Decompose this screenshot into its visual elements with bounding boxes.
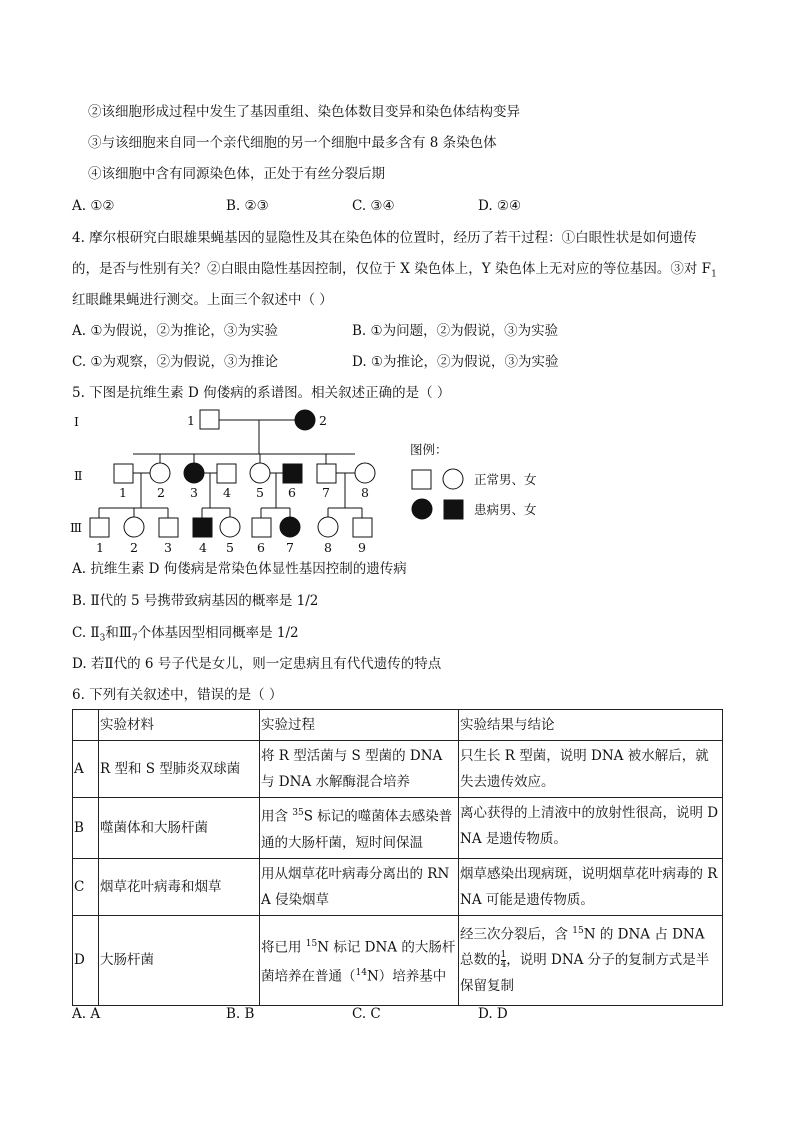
legend-affected-label: 患病男、女 (474, 502, 537, 517)
gen-label-2: Ⅱ (74, 468, 83, 483)
q3-item-4: ④该细胞中含有同源染色体，正处于有丝分裂后期 (88, 166, 385, 182)
q3-option-c: C. ③④ (352, 198, 395, 214)
q4-option-a: A. ①为假说，②为推论，③为实验 (72, 323, 278, 339)
table-row: D 大肠杆菌 将已用 $^{15}$N 标记 DNA 的大肠杆菌培养在普通（$^{14}$N）培养基中 经三次分裂后，含 $^{15}$N 的 DNA 占 DNA 总数的 $\frac{1}{4}$ ，说明 DNA 分子的复制方式是半保留复制 (73, 915, 723, 1005)
svg-text:3: 3 (190, 485, 198, 500)
q6-option-c: C. C (352, 1006, 381, 1022)
table-header-row (73, 710, 723, 741)
legend-title: 图例： (410, 442, 448, 457)
svg-text:4: 4 (223, 485, 231, 500)
header-process: 实验过程 (260, 710, 459, 741)
legend-normal-label: 正常男、女 (474, 472, 537, 487)
svg-text:5: 5 (256, 485, 264, 500)
svg-text:7: 7 (286, 540, 294, 555)
q4-stem-line2: 的，是否与性别有关？②白眼由隐性基因控制，仅位于 X 染色体上，Y 染色体上无对应的等位基因。③对 $F_1$ (72, 261, 717, 280)
q4-option-b: B. ①为问题，②为假说，③为实验 (352, 323, 559, 339)
svg-text:5: 5 (226, 540, 234, 555)
table-row: A R 型和 S 型肺炎双球菌 将 R 型活菌与 S 型菌的 DNA 与 DNA 水解酶混合培养 只生长 R 型菌，说明 DNA 被水解后，就失去遗传效应。 (73, 741, 723, 798)
svg-text:6: 6 (288, 485, 296, 500)
svg-text:2: 2 (130, 540, 138, 555)
q5-stem: 5. 下图是抗维生素 D 佝偻病的系谱图。相关叙述正确的是（ ） (72, 385, 451, 401)
header-material: 实验材料 (99, 710, 260, 741)
q4-option-c: C. ①为观察，②为假说，③为推论 (72, 354, 279, 370)
q5-option-b: B. Ⅱ代的 5 号携带致病基因的概率是 1/2 (72, 593, 319, 609)
svg-text:8: 8 (361, 485, 369, 500)
q4-option-d: D. ①为推论，②为假说，③为实验 (352, 354, 559, 370)
q5-option-a: A. 抗维生素 D 佝偻病是常染色体显性基因控制的遗传病 (72, 561, 407, 577)
pedigree-I2-affected-female (295, 410, 315, 430)
svg-text:2: 2 (319, 413, 327, 428)
q6-option-d: D. D (478, 1006, 508, 1022)
svg-text:7: 7 (322, 485, 330, 500)
q3-item-3: ③与该细胞来自同一个亲代细胞的另一个细胞中最多含有 8 条染色体 (88, 135, 497, 151)
q5-option-d: D. 若Ⅱ代的 6 号子代是女儿，则一定患病且有代代遗传的特点 (72, 656, 442, 672)
q6-stem: 6. 下列有关叙述中，错误的是（ ） (72, 687, 283, 703)
q3-option-b: B. ②③ (226, 198, 269, 214)
q6-option-b: B. B (226, 1006, 255, 1022)
header-result: 实验结果与结论 (459, 710, 723, 741)
svg-text:2: 2 (157, 485, 165, 500)
pedigree-I1-male (200, 410, 219, 429)
svg-text:1: 1 (187, 413, 195, 428)
svg-text:9: 9 (358, 540, 366, 555)
svg-text:6: 6 (257, 540, 265, 555)
q3-item-2: ②该细胞形成过程中发生了基因重组、染色体数目变异和染色体结构变异 (88, 104, 520, 120)
svg-text:4: 4 (199, 540, 207, 555)
fraction-one-quarter: $\frac{1}{4}$ (500, 950, 507, 970)
q4-stem-line3: 红眼雌果蝇进行测交。上面三个叙述中（ ） (72, 292, 333, 308)
q3-option-a: A. ①② (72, 198, 115, 214)
q4-stem-line1: 4. 摩尔根研究白眼雄果蝇基因的显隐性及其在染色体的位置时，经历了若干过程：①白眼性状是如何遗传 (72, 230, 697, 246)
pedigree-chart (60, 402, 580, 557)
q6-option-a: A. A (72, 1006, 101, 1022)
svg-text:3: 3 (164, 540, 172, 555)
experiment-table (72, 709, 723, 1006)
gen-label-1: Ⅰ (74, 414, 79, 429)
table-row: B 噬菌体和大肠杆菌 用含 $^{35}$S 标记的噬菌体去感染普通的大肠杆菌，短时间保温 离心获得的上清液中的放射性很高，说明 DNA 是遗传物质。 (73, 798, 723, 859)
svg-text:8: 8 (324, 540, 332, 555)
q3-option-d: D. ②④ (478, 198, 522, 214)
gen-label-3: Ⅲ (70, 520, 83, 535)
table-row: C 烟草花叶病毒和烟草 用从烟草花叶病毒分离出的 RNA 侵染烟草 烟草感染出现病斑，说明烟草花叶病毒的 RNA 可能是遗传物质。 (73, 858, 723, 915)
svg-text:1: 1 (119, 485, 127, 500)
svg-text:1: 1 (96, 540, 104, 555)
q5-option-c: C. $Ⅱ_3$和$Ⅲ_7$个体基因型相同概率是 1/2 (72, 625, 299, 644)
